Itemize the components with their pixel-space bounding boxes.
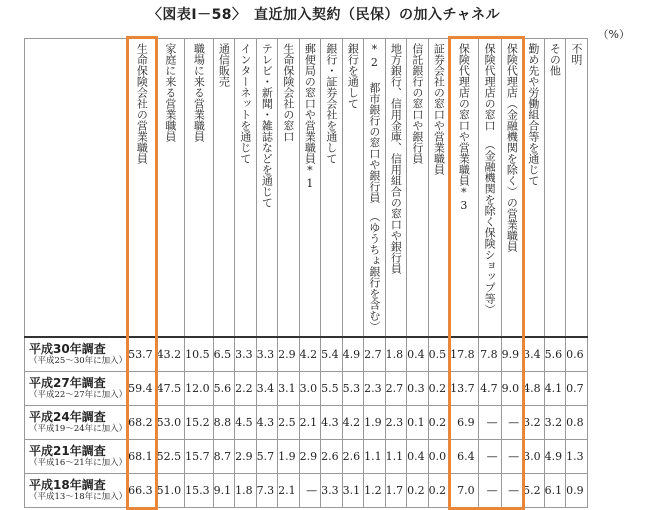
data-cell: 2.9	[299, 440, 321, 474]
column-header-note: （ゆうちょ銀行を含む）	[367, 211, 381, 332]
data-cell: 2.9	[235, 440, 257, 474]
data-cell: 0.9	[566, 474, 588, 508]
column-header-label: 生命保険会社の営業職員	[135, 43, 149, 164]
row-header-label: 平成18年調査	[29, 478, 106, 492]
data-cell: 6.5	[213, 337, 235, 372]
data-cell: 2.3	[385, 406, 407, 440]
data-cell: 0.3	[407, 372, 429, 406]
data-cell: 1.1	[385, 440, 407, 474]
data-cell: 4.9	[544, 440, 566, 474]
data-cell: 3.4	[256, 372, 278, 406]
column-header	[407, 39, 429, 338]
column-header-label: 保険代理店の窓口	[483, 43, 497, 131]
corner-cell	[25, 39, 128, 338]
data-cell: 5.5	[321, 372, 343, 406]
column-header-label: 職場に来る営業職員	[192, 43, 206, 142]
column-header	[544, 39, 566, 338]
channel-table	[24, 38, 588, 508]
data-cell: 7.0	[450, 474, 479, 508]
data-cell: 15.2	[185, 406, 214, 440]
column-header-label: 通信販売	[217, 43, 231, 87]
column-header	[364, 39, 386, 338]
column-header-label: 銀行を通して	[346, 43, 360, 109]
column-header-label: 生命保険会社の窓口	[281, 43, 295, 142]
row-header	[25, 406, 128, 440]
data-cell: 3.3	[321, 474, 343, 508]
data-cell: 4.1	[544, 372, 566, 406]
row-header-period: （平成25～30年に加入）	[29, 356, 128, 366]
data-cell: 7.8	[478, 337, 501, 372]
table-row	[25, 474, 588, 508]
column-header-label: 郵便局の窓口や営業職員*1	[303, 43, 317, 190]
table-row	[25, 440, 588, 474]
table-row	[25, 406, 588, 440]
data-cell: 1.8	[385, 337, 407, 372]
data-cell: 2.7	[364, 337, 386, 372]
column-header-label: インターネットを通じて	[238, 43, 252, 164]
data-cell: 13.7	[450, 372, 479, 406]
column-header	[213, 39, 235, 338]
data-cell: 59.4	[128, 372, 157, 406]
data-cell: 5.6	[544, 337, 566, 372]
column-header	[523, 39, 545, 338]
data-cell: 9.0	[501, 372, 523, 406]
data-cell: 2.6	[342, 440, 364, 474]
data-cell: 0.8	[566, 406, 588, 440]
column-header	[128, 39, 157, 338]
column-header-label: テレビ・新聞・雑誌などを通じて	[260, 43, 274, 208]
data-cell: 5.2	[523, 474, 545, 508]
data-cell: 4.5	[235, 406, 257, 440]
unit-label: （%）	[597, 28, 630, 41]
row-header-period: （平成19～24年に加入）	[29, 424, 128, 434]
data-cell: 1.1	[364, 440, 386, 474]
column-header	[478, 39, 501, 338]
column-header-label: 保険代理店の窓口や営業職員*3	[457, 43, 471, 212]
row-header-label: 平成27年調査	[29, 376, 106, 390]
column-header	[342, 39, 364, 338]
data-cell: 53.7	[128, 337, 157, 372]
data-cell: 68.2	[128, 406, 157, 440]
data-cell: 4.7	[478, 372, 501, 406]
data-cell: 0.4	[407, 440, 429, 474]
data-cell: 68.1	[128, 440, 157, 474]
data-cell: 0.2	[428, 474, 450, 508]
data-cell: 7.3	[256, 474, 278, 508]
row-header-period: （平成13～18年に加入）	[29, 492, 128, 502]
data-cell: 5.7	[256, 440, 278, 474]
data-cell: 5.6	[213, 372, 235, 406]
column-header-label: *2 都市銀行の窓口や銀行員	[367, 43, 381, 203]
data-cell: 6.1	[544, 474, 566, 508]
data-cell: 2.2	[235, 372, 257, 406]
data-cell: 5.3	[342, 372, 364, 406]
data-cell: 8.8	[213, 406, 235, 440]
data-cell: 5.4	[321, 337, 343, 372]
data-cell: 10.5	[185, 337, 214, 372]
column-header-label: 地方銀行、信用金庫、信用組合の窓口や銀行員	[389, 43, 403, 274]
table-row	[25, 372, 588, 406]
data-cell: —	[501, 440, 523, 474]
data-cell: 4.2	[299, 337, 321, 372]
column-header-label: 勤め先や労働組合等を通じて	[526, 43, 540, 186]
data-cell: 12.0	[185, 372, 214, 406]
row-header-label: 平成30年調査	[29, 342, 106, 356]
data-cell: 4.9	[342, 337, 364, 372]
data-cell: 2.6	[321, 440, 343, 474]
data-cell: 0.0	[428, 440, 450, 474]
data-cell: 53.0	[156, 406, 185, 440]
data-cell: 6.9	[450, 406, 479, 440]
data-cell: 9.1	[213, 474, 235, 508]
data-cell: 1.9	[278, 440, 300, 474]
data-cell: 3.0	[299, 372, 321, 406]
data-cell: 1.9	[364, 406, 386, 440]
data-cell: 47.5	[156, 372, 185, 406]
data-cell: 2.7	[385, 372, 407, 406]
data-cell: 3.2	[544, 406, 566, 440]
data-cell: 3.3	[235, 337, 257, 372]
data-cell: 2.9	[278, 337, 300, 372]
column-header	[501, 39, 523, 338]
data-cell: —	[478, 474, 501, 508]
column-header	[156, 39, 185, 338]
data-cell: 8.7	[213, 440, 235, 474]
data-cell: 9.9	[501, 337, 523, 372]
column-header-label: 保険代理店（金融機関を除く）の営業職員	[505, 43, 519, 252]
data-cell: 6.4	[450, 440, 479, 474]
figure-title: 〈図表Ⅰ－58〉 直近加入契約（民保）の加入チャネル	[147, 7, 501, 23]
column-header-label: 証券会社の窓口や営業職員	[432, 43, 446, 175]
data-cell: 17.8	[450, 337, 479, 372]
data-cell: 0.2	[428, 406, 450, 440]
data-cell: 51.0	[156, 474, 185, 508]
data-cell: 4.2	[342, 406, 364, 440]
data-cell: 0.2	[407, 474, 429, 508]
data-cell: 2.1	[299, 406, 321, 440]
data-cell: —	[501, 474, 523, 508]
column-header	[185, 39, 214, 338]
data-cell: 3.1	[342, 474, 364, 508]
column-header-label: 銀行・証券会社を通して	[324, 43, 338, 164]
column-header-label: 不明	[569, 43, 583, 65]
data-cell: —	[478, 406, 501, 440]
data-cell: 0.7	[566, 372, 588, 406]
row-header	[25, 372, 128, 406]
column-header-label: 家庭に来る営業職員	[163, 43, 177, 142]
column-header-label: その他	[548, 43, 562, 76]
column-header	[428, 39, 450, 338]
table-row	[25, 337, 588, 372]
data-cell: —	[501, 406, 523, 440]
data-cell: 52.5	[156, 440, 185, 474]
column-header	[385, 39, 407, 338]
data-cell: 0.2	[428, 372, 450, 406]
data-cell: —	[478, 440, 501, 474]
data-cell: 2.5	[278, 406, 300, 440]
row-header	[25, 337, 128, 372]
data-cell: 3.1	[278, 372, 300, 406]
row-header	[25, 440, 128, 474]
data-cell: 3.4	[523, 337, 545, 372]
column-header	[450, 39, 479, 338]
data-cell: 66.3	[128, 474, 157, 508]
data-cell: 0.6	[566, 337, 588, 372]
data-cell: 3.2	[523, 406, 545, 440]
column-header	[566, 39, 588, 338]
row-header-label: 平成24年調査	[29, 410, 106, 424]
column-header	[256, 39, 278, 338]
data-cell: 2.1	[278, 474, 300, 508]
data-cell: 1.8	[235, 474, 257, 508]
data-cell: 0.1	[407, 406, 429, 440]
column-header	[278, 39, 300, 338]
column-header-note: （金融機関を除く保険ショップ等）	[483, 139, 497, 315]
column-header	[299, 39, 321, 338]
data-cell: 15.3	[185, 474, 214, 508]
data-cell: 2.3	[364, 372, 386, 406]
row-header	[25, 474, 128, 508]
data-cell: 15.7	[185, 440, 214, 474]
column-header	[235, 39, 257, 338]
row-header-period: （平成16～21年に加入）	[29, 458, 128, 468]
row-header-label: 平成21年調査	[29, 444, 106, 458]
data-cell: 1.3	[566, 440, 588, 474]
data-cell: 3.0	[523, 440, 545, 474]
data-cell: 1.7	[385, 474, 407, 508]
data-cell: 1.2	[364, 474, 386, 508]
data-cell: 4.8	[523, 372, 545, 406]
data-cell: 0.4	[407, 337, 429, 372]
column-header-label: 信託銀行の窓口や銀行員	[410, 43, 424, 164]
column-header	[321, 39, 343, 338]
data-cell: 0.5	[428, 337, 450, 372]
data-cell: 43.2	[156, 337, 185, 372]
data-cell: —	[299, 474, 321, 508]
data-cell: 4.3	[256, 406, 278, 440]
row-header-period: （平成22～27年に加入）	[29, 390, 128, 400]
data-cell: 3.3	[256, 337, 278, 372]
data-cell: 4.3	[321, 406, 343, 440]
